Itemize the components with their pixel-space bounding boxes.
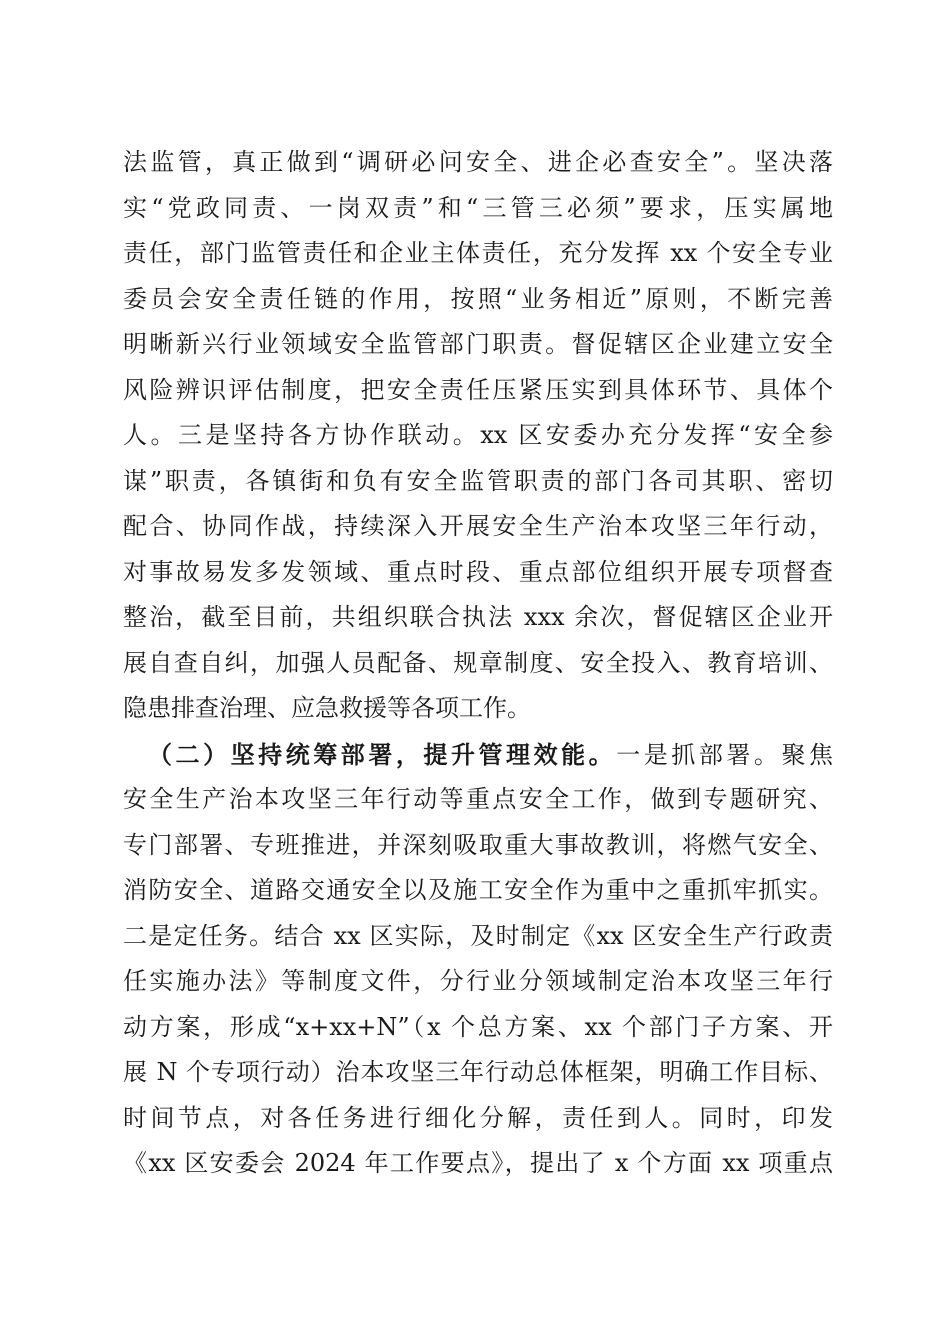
text-line: 风险辨识评估制度，把安全责任压紧压实到具体环节、具体个 [123, 375, 833, 404]
text-line: 责任，部门监管责任和企业主体责任，充分发挥 xx 个安全专业 [123, 239, 833, 267]
text-line: 整治，截至目前，共组织联合执法 xxx 余次，督促辖区企业开 [123, 603, 833, 631]
text-line: 安全生产治本攻坚三年行动等重点安全工作，做到专题研究、 [123, 785, 833, 813]
section-heading-line [123, 732, 833, 778]
text-line: 展 N 个专项行动）治本攻坚三年行动总体框架，明确工作目标、 [123, 1058, 833, 1086]
text-line: 对事故易发多发领域、重点时段、重点部位组织开展专项督查 [123, 557, 833, 586]
text-line: 人。三是坚持各方协作联动。xx 区安委办充分发挥“安全参 [123, 421, 833, 449]
text-line: 谋”职责，各镇街和负有安全监管职责的部门各司其职、密切 [123, 466, 833, 495]
text-line: 配合、协同作战，持续深入开展安全生产治本攻坚三年行动， [123, 512, 833, 540]
text-line: 任实施办法》等制度文件，分行业分领域制定治本攻坚三年行 [123, 967, 833, 995]
text-line: 专门部署、专班推进，并深刻吸取重大事故教训，将燃气安全、 [123, 830, 833, 859]
text-line: 动方案，形成“x+xx+N”（x 个总方案、xx 个部门子方案、开 [123, 1012, 833, 1041]
text-line: 二是定任务。结合 xx 区实际，及时制定《xx 区安全生产行政责 [123, 921, 833, 950]
text-line: 委员会安全责任链的作用，按照“业务相近”原则，不断完善 [123, 284, 833, 313]
text-line: 实“党政同责、一岗双责”和“三管三必须”要求，压实属地 [123, 193, 833, 222]
heading-line-rest: 一是抓部署。聚焦 [616, 740, 834, 769]
text-line: 《xx 区安委会 2024 年工作要点》，提出了 x 个方面 xx 项重点 [123, 1149, 833, 1177]
text-line: 隐患排查治理、应急救援等各项工作。 [123, 694, 531, 722]
section-heading: （二）坚持统筹部署，提升管理效能。 [148, 739, 617, 769]
paragraph-2 [123, 732, 833, 1187]
text-line: 明晰新兴行业领域安全监管部门职责。督促辖区企业建立安全 [123, 330, 833, 358]
paragraph-1 [123, 140, 833, 732]
text-line: 法监管，真正做到“调研必问安全、进企必查安全”。坚决落 [123, 148, 833, 176]
text-line: 时间节点，对各任务进行细化分解，责任到人。同时，印发 [123, 1103, 833, 1132]
text-line: 消防安全、道路交通安全以及施工安全作为重中之重抓牢抓实。 [123, 876, 833, 904]
text-line: 展自查自纠，加强人员配备、规章制度、安全投入、教育培训、 [123, 648, 833, 677]
document-body [123, 140, 833, 1187]
